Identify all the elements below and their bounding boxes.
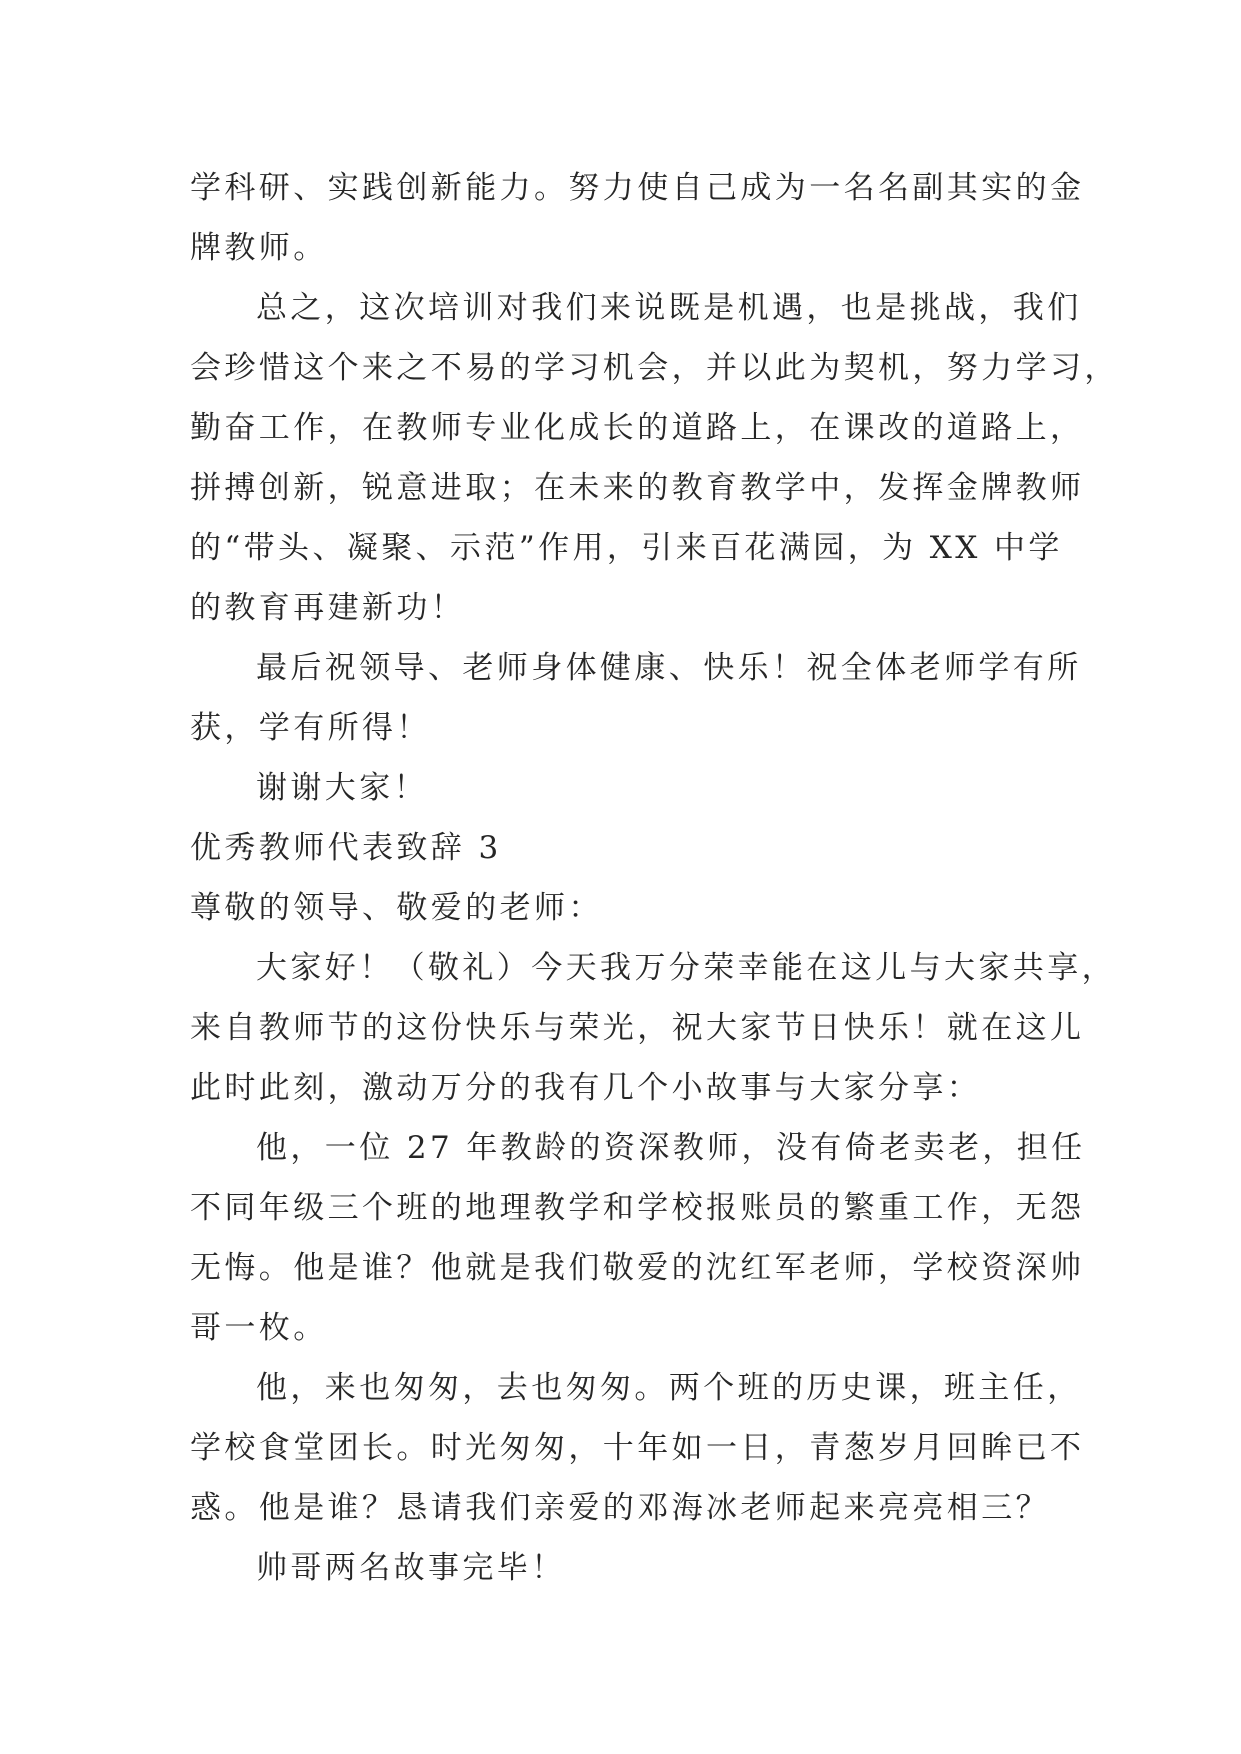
text-line: 勤奋工作，在教师专业化成长的道路上，在课改的道路上， bbox=[190, 410, 1085, 446]
text-line: 无悔。他是谁？他就是我们敬爱的沈红军老师，学校资深帅 bbox=[190, 1250, 1085, 1286]
text-line: 他，来也匆匆，去也匆匆。两个班的历史课，班主任， bbox=[256, 1370, 1082, 1406]
text-line: 会珍惜这个来之不易的学习机会，并以此为契机，努力学习， bbox=[190, 350, 1119, 386]
text-line: 他，一位 27 年教龄的资深教师，没有倚老卖老，担任 bbox=[256, 1130, 1086, 1166]
text-line: 优秀教师代表致辞 3 bbox=[190, 830, 502, 866]
text-line: 的教育再建新功！ bbox=[190, 590, 466, 626]
text-line: 总之，这次培训对我们来说既是机遇，也是挑战，我们 bbox=[256, 290, 1082, 326]
document-body bbox=[190, 158, 1119, 1598]
text-line: 拼搏创新，锐意进取；在未来的教育教学中，发挥金牌教师 bbox=[190, 470, 1085, 506]
text-line: 惑。他是谁？恳请我们亲爱的邓海冰老师起来亮亮相三？ bbox=[190, 1490, 1050, 1526]
text-line: 获，学有所得！ bbox=[190, 710, 431, 746]
text-line: 学科研、实践创新能力。努力使自己成为一名名副其实的金 bbox=[190, 170, 1085, 206]
text-line: 牌教师。 bbox=[190, 230, 328, 266]
text-line: 不同年级三个班的地理教学和学校报账员的繁重工作，无怨 bbox=[190, 1190, 1085, 1226]
text-line: 的“带头、凝聚、示范”作用，引来百花满园，为 XX 中学 bbox=[190, 530, 1063, 566]
text-line: 此时此刻，激动万分的我有几个小故事与大家分享： bbox=[190, 1070, 982, 1106]
text-line: 谢谢大家！ bbox=[256, 770, 428, 806]
text-line: 来自教师节的这份快乐与荣光，祝大家节日快乐！就在这儿 bbox=[190, 1010, 1085, 1046]
text-line: 学校食堂团长。时光匆匆，十年如一日，青葱岁月回眸已不 bbox=[190, 1430, 1085, 1466]
text-line: 大家好！（敬礼）今天我万分荣幸能在这儿与大家共享， bbox=[256, 950, 1116, 986]
text-line: 尊敬的领导、敬爱的老师： bbox=[190, 890, 603, 926]
text-line: 哥一枚。 bbox=[190, 1310, 328, 1346]
text-line: 帅哥两名故事完毕！ bbox=[256, 1550, 566, 1586]
text-line: 最后祝领导、老师身体健康、快乐！祝全体老师学有所 bbox=[256, 650, 1082, 686]
